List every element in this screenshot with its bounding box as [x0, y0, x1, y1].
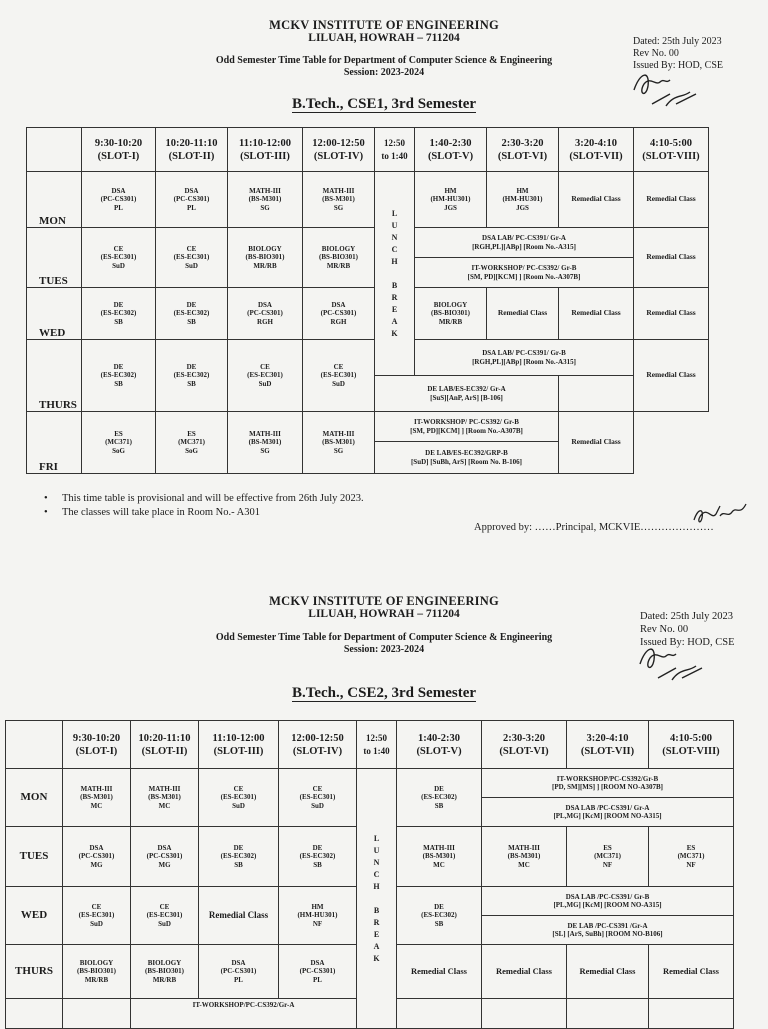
slot-header: 11:10-12:00 (SLOT-III)	[199, 721, 279, 769]
hod-signature-2	[636, 638, 708, 684]
class-cell: ES (MC371) NF	[649, 827, 734, 887]
class-cell: DE (ES-EC302) SB	[82, 340, 156, 412]
class-cell: Remedial Class	[559, 412, 634, 474]
slot-header: 12:50 to 1:40	[357, 721, 397, 769]
class-cell: ES (MC371) SoG	[82, 412, 156, 474]
class-cell	[649, 999, 734, 1029]
class-cell	[63, 999, 131, 1029]
class-cell: DE (ES-EC302) SB	[279, 827, 357, 887]
note-item: • This time table is provisional and will be effective from 26th July 2023.	[44, 492, 364, 506]
session-label: Session: 2023-2024	[343, 644, 425, 655]
class-cell: DE (ES-EC302) SB	[397, 887, 482, 945]
class-cell: CE (ES-EC301) SuD	[199, 769, 279, 827]
class-cell: Remedial Class	[634, 228, 709, 288]
class-cell: DSA (PC-CS301) MG	[131, 827, 199, 887]
lab-cell: DE LAB /PC-CS391 /Gr-A [SL] [ArS, SuBh] [ROOM NO-B106]	[482, 916, 734, 945]
class-cell: MATH-III (BS-M301) SG	[303, 412, 375, 474]
class-cell	[397, 999, 482, 1029]
class-cell: MATH-III (BS-M301) MC	[63, 769, 131, 827]
slot-header: 12:00-12:50 (SLOT-IV)	[303, 128, 375, 172]
class-cell: DE (ES-EC302) SB	[199, 827, 279, 887]
issued-label: Issued By: HOD, CSE	[640, 637, 735, 648]
class-cell: Remedial Class	[487, 288, 559, 340]
class-cell: DSA (PC-CS301) RGH	[303, 288, 375, 340]
class-cell: Remedial Class	[482, 945, 567, 999]
corner-cell	[27, 128, 82, 172]
slot-header: 3:20-4:10 (SLOT-VII)	[559, 128, 634, 172]
class-cell: DE (ES-EC302) SB	[82, 288, 156, 340]
class-cell	[567, 999, 649, 1029]
class-cell: ES (MC371) NF	[567, 827, 649, 887]
class-cell: CE (ES-EC301) SuD	[279, 769, 357, 827]
table-row	[27, 288, 709, 340]
class-cell: Remedial Class	[567, 945, 649, 999]
table-row	[27, 228, 709, 258]
lunch-break-label: LUNCH BREAK	[391, 208, 398, 338]
corner-cell	[6, 721, 63, 769]
note-item: • The classes will take place in Room No.- A301	[44, 506, 364, 520]
day-label	[6, 999, 63, 1029]
class-cell: DSA (PC-CS301) PL	[279, 945, 357, 999]
approval-line: Approved by: ……Principal, MCKVIE…………………	[474, 522, 714, 533]
table-row	[27, 412, 709, 442]
dated-label: Dated: 25th July 2023	[640, 611, 734, 622]
table-row	[6, 769, 734, 798]
header-row	[27, 128, 709, 172]
lab-cell: DSA LAB/ PC-CS391/ Gr-B [RGH,PL][ABp] [Room No.-A315]	[415, 340, 634, 376]
class-cell	[482, 999, 567, 1029]
slot-header: 4:10-5:00 (SLOT-VIII)	[649, 721, 734, 769]
class-cell: CE (ES-EC301) SuD	[82, 228, 156, 288]
class-cell: DSA (PC-CS301) PL	[82, 172, 156, 228]
class-cell: MATH-III (BS-M301) MC	[131, 769, 199, 827]
lab-cell: IT-WORKSHOP/ PC-CS392/ Gr-B [SM, PD][KCM] ] [Room No.-A307B]	[375, 412, 559, 442]
day-label: TUES	[6, 827, 63, 887]
class-cell: CE (ES-EC301) SuD	[303, 340, 375, 412]
slot-header: 9:30-10:20 (SLOT-I)	[82, 128, 156, 172]
class-cell: BIOLOGY (BS-BIO301) MR/RB	[303, 228, 375, 288]
day-label: WED	[27, 288, 82, 340]
class-cell: CE (ES-EC301) SuD	[228, 340, 303, 412]
class-cell: DSA (PC-CS301) PL	[156, 172, 228, 228]
lab-cell: DSA LAB /PC-CS391/ Gr-B [PL,MG] [KcM] [ROOM NO-A315]	[482, 887, 734, 916]
lab-cell: DSA LAB/ PC-CS391/ Gr-A [RGH,PL][ABp] [Room No.-A315]	[415, 228, 634, 258]
slot-header: 1:40-2:30 (SLOT-V)	[397, 721, 482, 769]
cse2-title: B.Tech., CSE2, 3rd Semester	[291, 685, 477, 701]
lab-cell: IT-WORKSHOP/ PC-CS392/ Gr-B [SM, PD][KCM] ] [Room No.-A307B]	[415, 258, 634, 288]
cse1-timetable	[26, 127, 709, 474]
class-cell: BIOLOGY (BS-BIO301) MR/RB	[415, 288, 487, 340]
institute-name: MCKV INSTITUTE OF ENGINEERING	[269, 18, 499, 32]
class-cell: MATH-III (BS-M301) SG	[228, 172, 303, 228]
class-cell: Remedial Class	[559, 288, 634, 340]
class-cell: Remedial Class	[634, 172, 709, 228]
class-cell: DSA (PC-CS301) MG	[63, 827, 131, 887]
slot-header: 1:40-2:30 (SLOT-V)	[415, 128, 487, 172]
notes-list	[44, 492, 364, 520]
lab-cell: IT-WORKSHOP/PC-CS392/Gr-B [PD, SM][MS] ] [ROOM NO-A307B]	[482, 769, 734, 798]
class-cell: ES (MC371) SoG	[156, 412, 228, 474]
slot-header: 11:10-12:00 (SLOT-III)	[228, 128, 303, 172]
class-cell: CE (ES-EC301) SuD	[131, 887, 199, 945]
class-cell: DE (ES-EC302) SB	[156, 288, 228, 340]
principal-signature	[690, 498, 750, 528]
day-label: THURS	[27, 340, 82, 412]
day-label: TUES	[27, 228, 82, 288]
lab-cell: IT-WORKSHOP/PC-CS392/Gr-A	[131, 999, 357, 1029]
table-row	[27, 172, 709, 228]
class-cell: DSA (PC-CS301) PL	[199, 945, 279, 999]
class-cell: HM (HM-HU301) NF	[279, 887, 357, 945]
slot-header: 9:30-10:20 (SLOT-I)	[63, 721, 131, 769]
timetable-subtitle: Odd Semester Time Table for Department of Computer Science & Engineering	[215, 632, 553, 643]
day-label: FRI	[27, 412, 82, 474]
class-cell: Remedial Class	[199, 887, 279, 945]
class-cell: MATH-III (BS-M301) SG	[228, 412, 303, 474]
slot-header: 12:50 to 1:40	[375, 128, 415, 172]
institute-name: MCKV INSTITUTE OF ENGINEERING	[269, 594, 499, 608]
day-label: WED	[6, 887, 63, 945]
slot-header: 10:20-11:10 (SLOT-II)	[131, 721, 199, 769]
issued-label: Issued By: HOD, CSE	[633, 60, 724, 71]
lab-cell: DE LAB/ES-EC392/GRP-B [SuD] [SuBh, ArS] [Room No. B-106]	[375, 442, 559, 474]
slot-header: 4:10-5:00 (SLOT-VIII)	[634, 128, 709, 172]
institute-address: LILUAH, HOWRAH – 711204	[308, 32, 460, 44]
table-row	[27, 340, 709, 376]
class-cell: MATH-III (BS-M301) MC	[482, 827, 567, 887]
timetable-subtitle: Odd Semester Time Table for Department of Computer Science & Engineering	[215, 55, 553, 66]
slot-header: 12:00-12:50 (SLOT-IV)	[279, 721, 357, 769]
slot-header: 2:30-3:20 (SLOT-VI)	[482, 721, 567, 769]
class-cell: BIOLOGY (BS-BIO301) MR/RB	[63, 945, 131, 999]
class-cell: Remedial Class	[634, 340, 709, 412]
lunch-break-label: LUNCH BREAK	[373, 833, 380, 963]
day-label: MON	[27, 172, 82, 228]
lab-cell: DE LAB/ES-EC392/ Gr-A [SuS][AnP, ArS] [B-106]	[375, 376, 559, 412]
class-cell: Remedial Class	[397, 945, 482, 999]
dated-label: Dated: 25th July 2023	[633, 36, 722, 47]
slot-header: 3:20-4:10 (SLOT-VII)	[567, 721, 649, 769]
lunch-break-cell	[357, 769, 397, 1029]
class-cell: CE (ES-EC301) SuD	[63, 887, 131, 945]
slot-header: 2:30-3:20 (SLOT-VI)	[487, 128, 559, 172]
class-cell: CE (ES-EC301) SuD	[156, 228, 228, 288]
rev-label: Rev No. 00	[633, 48, 679, 59]
day-label: MON	[6, 769, 63, 827]
class-cell: BIOLOGY (BS-BIO301) MR/RB	[131, 945, 199, 999]
lab-cell: DSA LAB /PC-CS391/ Gr-A [PL,MG] [KcM] [ROOM NO-A315]	[482, 798, 734, 827]
session-label: Session: 2023-2024	[343, 67, 425, 78]
slot-header: 10:20-11:10 (SLOT-II)	[156, 128, 228, 172]
day-label: THURS	[6, 945, 63, 999]
class-cell: HM (HM-HU301) JGS	[487, 172, 559, 228]
class-cell: Remedial Class	[649, 945, 734, 999]
class-cell: DSA (PC-CS301) RGH	[228, 288, 303, 340]
class-cell: DE (ES-EC302) SB	[397, 769, 482, 827]
class-cell: MATH-III (BS-M301) MC	[397, 827, 482, 887]
class-cell: MATH-III (BS-M301) SG	[303, 172, 375, 228]
rev-label: Rev No. 00	[640, 624, 689, 635]
institute-address: LILUAH, HOWRAH – 711204	[308, 608, 460, 620]
class-cell: BIOLOGY (BS-BIO301) MR/RB	[228, 228, 303, 288]
class-cell: Remedial Class	[634, 288, 709, 340]
lunch-break-cell	[375, 172, 415, 376]
class-cell: Remedial Class	[559, 172, 634, 228]
class-cell: DE (ES-EC302) SB	[156, 340, 228, 412]
class-cell: HM (HM-HU301) JGS	[415, 172, 487, 228]
cse2-timetable	[5, 720, 734, 1029]
cse1-title: B.Tech., CSE1, 3rd Semester	[291, 96, 477, 112]
header-row	[6, 721, 734, 769]
